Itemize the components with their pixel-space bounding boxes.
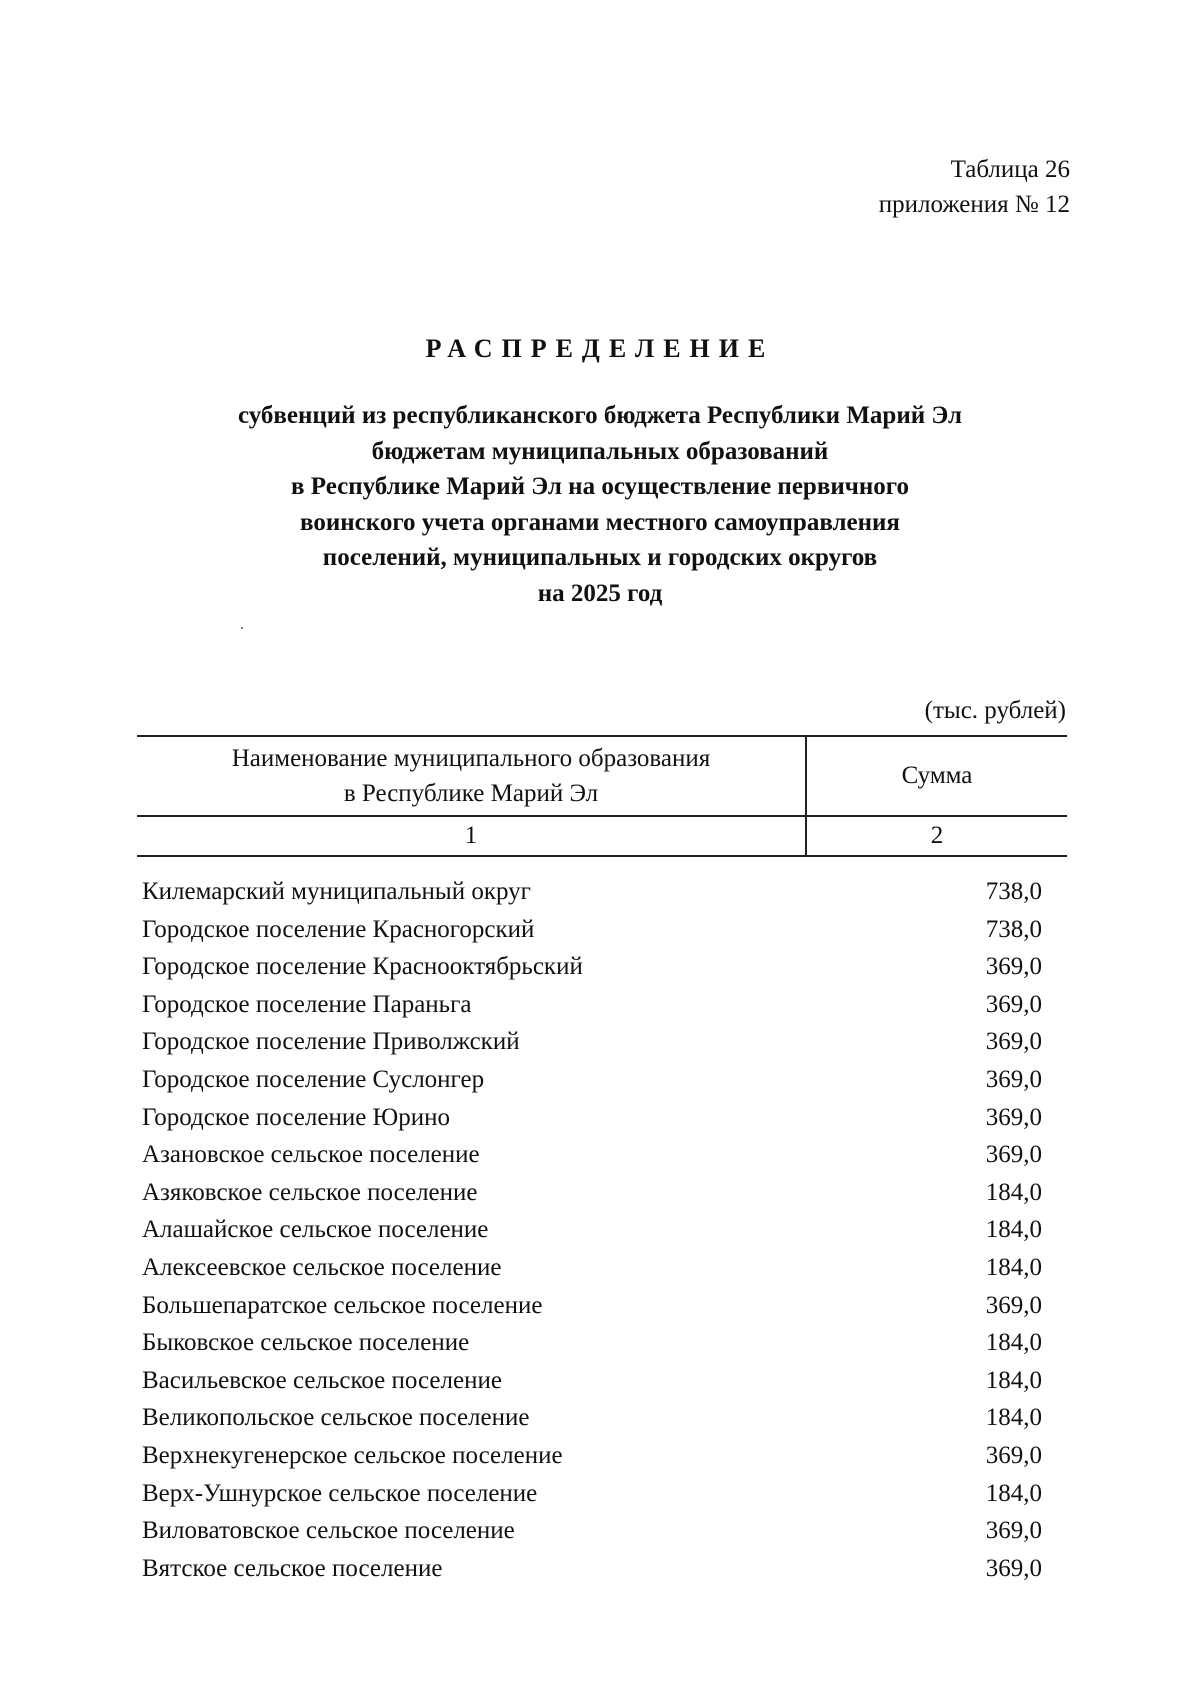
table-row [142, 1550, 1042, 1588]
amount-value: 738,0 [985, 878, 1042, 905]
amount-value: 369,0 [985, 1291, 1042, 1319]
table-row [142, 1099, 1042, 1137]
column-header-amount: Сумма [901, 762, 973, 789]
table-header [137, 735, 1067, 857]
municipality-name: Быковское сельское поселение [142, 1329, 470, 1357]
municipality-name: Верх-Ушнурское сельское поселение [142, 1479, 538, 1507]
table-reference [879, 152, 1070, 222]
table-row [142, 1324, 1042, 1362]
municipality-name: Васильевское сельское поселение [142, 1366, 502, 1394]
amount-value: 369,0 [985, 1554, 1042, 1582]
amount-value: 369,0 [985, 1028, 1042, 1056]
table-row [142, 1249, 1042, 1287]
appendix-number: приложения № 12 [878, 191, 1070, 218]
subtitle-line: в Республике Марий Эл на осуществление первичного [291, 473, 909, 501]
municipality-name: Великопольское сельское поселение [142, 1404, 530, 1432]
units-label: (тыс. рублей) [924, 697, 1066, 724]
amount-value: 369,0 [985, 1517, 1042, 1545]
amount-value: 369,0 [985, 1141, 1042, 1169]
subtitle-line: воинского учета органами местного самоуправления [300, 508, 900, 536]
amount-value: 369,0 [985, 1441, 1042, 1469]
document-title: РАСПРЕДЕЛЕНИЕ [425, 334, 775, 363]
table-row [142, 1211, 1042, 1249]
column-header-name-line: Наименование муниципального образования [231, 745, 711, 772]
amount-value: 369,0 [985, 953, 1042, 981]
scan-speck [241, 627, 243, 629]
municipality-name: Городское поселение Краснооктябрьский [142, 953, 583, 981]
table-row [142, 1475, 1042, 1513]
amount-value: 184,0 [985, 1178, 1042, 1206]
municipality-name: Большепаратское сельское поселение [142, 1291, 543, 1319]
column-header-name-line: в Республике Марий Эл [343, 780, 599, 807]
subtitle-line: субвенций из республиканского бюджета Республики Марий Эл [237, 402, 963, 429]
municipality-name: Городское поселение Красногорский [142, 915, 535, 943]
table-row [142, 1061, 1042, 1099]
table-row [142, 948, 1042, 986]
amount-value: 184,0 [985, 1253, 1042, 1281]
municipality-name: Верхнекугенерское сельское поселение [142, 1441, 563, 1469]
municipality-name: Городское поселение Юрино [142, 1103, 451, 1131]
municipality-name: Городское поселение Приволжский [142, 1028, 520, 1056]
table-row [142, 986, 1042, 1024]
column-number-2: 2 [930, 822, 944, 849]
table-row [142, 911, 1042, 949]
amount-value: 184,0 [985, 1479, 1042, 1507]
municipality-name: Алашайское сельское поселение [142, 1216, 489, 1244]
column-number-1: 1 [464, 822, 478, 849]
subtitle-line: поселений, муниципальных и городских округов [322, 544, 878, 572]
amount-value: 184,0 [985, 1366, 1042, 1394]
column-header-name [137, 737, 805, 815]
table-row [142, 1174, 1042, 1212]
amount-value: 369,0 [985, 990, 1042, 1018]
municipality-name: Азановское сельское поселение [142, 1141, 480, 1169]
amount-value: 738,0 [985, 915, 1042, 943]
municipality-name: Килемарский муниципальный округ [142, 878, 531, 905]
table-body [142, 873, 1042, 1587]
amount-value: 184,0 [985, 1216, 1042, 1244]
municipality-name: Алексеевское сельское поселение [142, 1253, 502, 1281]
table-row [142, 1437, 1042, 1475]
municipality-name: Виловатовское сельское поселение [142, 1517, 515, 1545]
table-row [142, 873, 1042, 911]
municipality-name: Азяковское сельское поселение [142, 1178, 478, 1206]
subtitle-line: бюджетам муниципальных образований [371, 437, 829, 465]
subtitle-line: на 2025 год [537, 579, 663, 607]
document-subtitle [0, 398, 1200, 612]
table-row [142, 1136, 1042, 1174]
table-number: Таблица 26 [950, 156, 1070, 183]
table-row [142, 1512, 1042, 1550]
municipality-name: Городское поселение Параньга [142, 990, 472, 1018]
amount-value: 369,0 [985, 1065, 1042, 1093]
table-row [142, 1287, 1042, 1325]
municipality-name: Вятское сельское поселение [142, 1554, 443, 1582]
table-row [142, 1399, 1042, 1437]
table-row [142, 1023, 1042, 1061]
municipality-name: Городское поселение Суслонгер [142, 1065, 485, 1093]
amount-value: 369,0 [985, 1103, 1042, 1131]
amount-value: 184,0 [985, 1404, 1042, 1432]
table-row [142, 1362, 1042, 1400]
amount-value: 184,0 [985, 1329, 1042, 1357]
